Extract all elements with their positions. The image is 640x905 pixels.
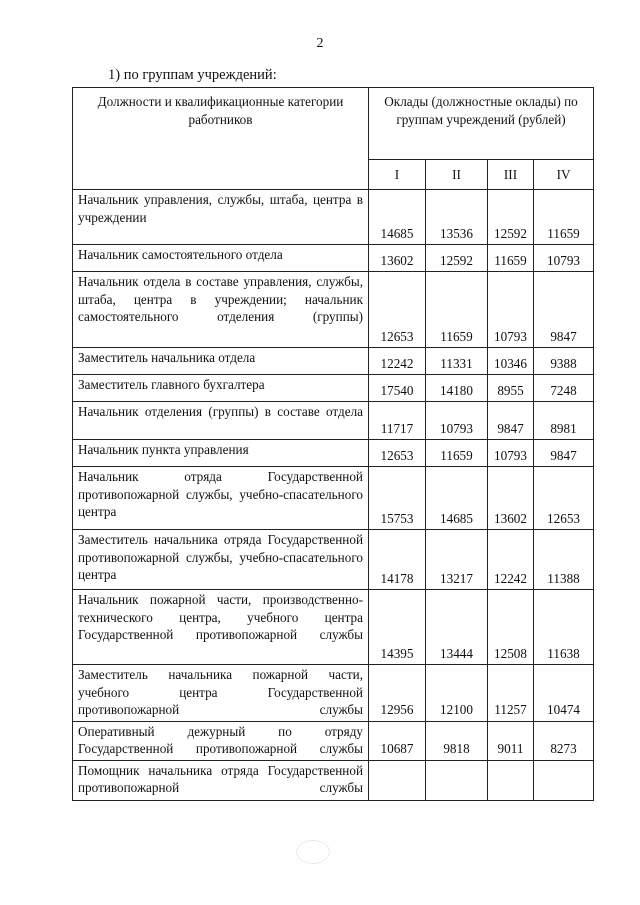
salary-value: 14180 bbox=[426, 375, 488, 402]
table-row bbox=[73, 665, 594, 722]
salary-value: 8273 bbox=[534, 721, 594, 760]
salary-table bbox=[72, 87, 594, 801]
salary-value: 9011 bbox=[488, 721, 534, 760]
salary-value bbox=[488, 760, 534, 800]
position-name: Заместитель начальника отряда Государственной противопожарной службы, учебно-спасательного центра bbox=[73, 530, 369, 590]
table-row bbox=[73, 245, 594, 272]
salary-value: 10793 bbox=[488, 272, 534, 348]
section-caption: 1) по группам учреждений: bbox=[108, 67, 277, 83]
position-name: Заместитель начальника пожарной части, учебного центра Государственной противопожарной службы bbox=[73, 665, 369, 722]
salary-value: 9847 bbox=[534, 272, 594, 348]
header-positions: Должности и квалификационные категории работников bbox=[73, 88, 369, 190]
salary-value: 12100 bbox=[426, 665, 488, 722]
group-header: IV bbox=[534, 160, 594, 190]
salary-value: 11659 bbox=[426, 440, 488, 467]
table-row bbox=[73, 190, 594, 245]
salary-value: 11257 bbox=[488, 665, 534, 722]
salary-value: 10346 bbox=[488, 348, 534, 375]
salary-value: 12592 bbox=[488, 190, 534, 245]
salary-value: 13536 bbox=[426, 190, 488, 245]
position-name: Начальник пункта управления bbox=[73, 440, 369, 467]
salary-value: 11717 bbox=[369, 402, 426, 440]
salary-value: 11659 bbox=[426, 272, 488, 348]
salary-value: 7248 bbox=[534, 375, 594, 402]
salary-value: 11659 bbox=[534, 190, 594, 245]
table-row bbox=[73, 440, 594, 467]
group-header: I bbox=[369, 160, 426, 190]
position-name: Начальник управления, службы, штаба, центра в учреждении bbox=[73, 190, 369, 245]
position-name: Начальник самостоятельного отдела bbox=[73, 245, 369, 272]
salary-value: 9847 bbox=[488, 402, 534, 440]
salary-value: 8981 bbox=[534, 402, 594, 440]
salary-value bbox=[369, 760, 426, 800]
salary-value: 11638 bbox=[534, 590, 594, 665]
salary-value: 13217 bbox=[426, 530, 488, 590]
salary-value: 17540 bbox=[369, 375, 426, 402]
salary-value: 8955 bbox=[488, 375, 534, 402]
salary-value: 9388 bbox=[534, 348, 594, 375]
position-name: Оперативный дежурный по отряду Государственной противопожарной службы bbox=[73, 721, 369, 760]
table-row bbox=[73, 721, 594, 760]
table-row bbox=[73, 272, 594, 348]
salary-value bbox=[534, 760, 594, 800]
salary-value bbox=[426, 760, 488, 800]
salary-value: 13602 bbox=[369, 245, 426, 272]
salary-value: 9847 bbox=[534, 440, 594, 467]
header-salaries: Оклады (должностные оклады) по группам учреждений (рублей) bbox=[369, 88, 594, 160]
salary-value: 12956 bbox=[369, 665, 426, 722]
salary-value: 10474 bbox=[534, 665, 594, 722]
salary-value: 12242 bbox=[488, 530, 534, 590]
salary-value: 10687 bbox=[369, 721, 426, 760]
position-name: Начальник отделения (группы) в составе отдела bbox=[73, 402, 369, 440]
salary-value: 12653 bbox=[534, 467, 594, 530]
page-number: 2 bbox=[316, 36, 324, 51]
table-row bbox=[73, 348, 594, 375]
table-row bbox=[73, 590, 594, 665]
table-row bbox=[73, 530, 594, 590]
table-row bbox=[73, 467, 594, 530]
position-name: Начальник отдела в составе управления, службы, штаба, центра в учреждении; начальник самостоятельного отделения (группы) bbox=[73, 272, 369, 348]
salary-value: 12653 bbox=[369, 272, 426, 348]
salary-value: 10793 bbox=[488, 440, 534, 467]
stamp-mark bbox=[296, 840, 330, 864]
salary-value: 11331 bbox=[426, 348, 488, 375]
position-name: Начальник отряда Государственной противопожарной службы, учебно-спасательного центра bbox=[73, 467, 369, 530]
position-name: Помощник начальника отряда Государственной противопожарной службы bbox=[73, 760, 369, 800]
salary-value: 12242 bbox=[369, 348, 426, 375]
salary-value: 9818 bbox=[426, 721, 488, 760]
salary-value: 10793 bbox=[534, 245, 594, 272]
salary-value: 13444 bbox=[426, 590, 488, 665]
salary-value: 13602 bbox=[488, 467, 534, 530]
position-name: Заместитель начальника отдела bbox=[73, 348, 369, 375]
salary-value: 12592 bbox=[426, 245, 488, 272]
table-row bbox=[73, 760, 594, 800]
salary-value: 12508 bbox=[488, 590, 534, 665]
group-header: III bbox=[488, 160, 534, 190]
salary-value: 15753 bbox=[369, 467, 426, 530]
salary-value: 14685 bbox=[426, 467, 488, 530]
table-row bbox=[73, 375, 594, 402]
salary-value: 14178 bbox=[369, 530, 426, 590]
group-header: II bbox=[426, 160, 488, 190]
salary-value: 14685 bbox=[369, 190, 426, 245]
salary-value: 11388 bbox=[534, 530, 594, 590]
table-row bbox=[73, 402, 594, 440]
position-name: Начальник пожарной части, производственно-технического центра, учебного центра Государственной противопожарной службы bbox=[73, 590, 369, 665]
salary-value: 10793 bbox=[426, 402, 488, 440]
salary-value: 12653 bbox=[369, 440, 426, 467]
position-name: Заместитель главного бухгалтера bbox=[73, 375, 369, 402]
salary-value: 14395 bbox=[369, 590, 426, 665]
salary-value: 11659 bbox=[488, 245, 534, 272]
